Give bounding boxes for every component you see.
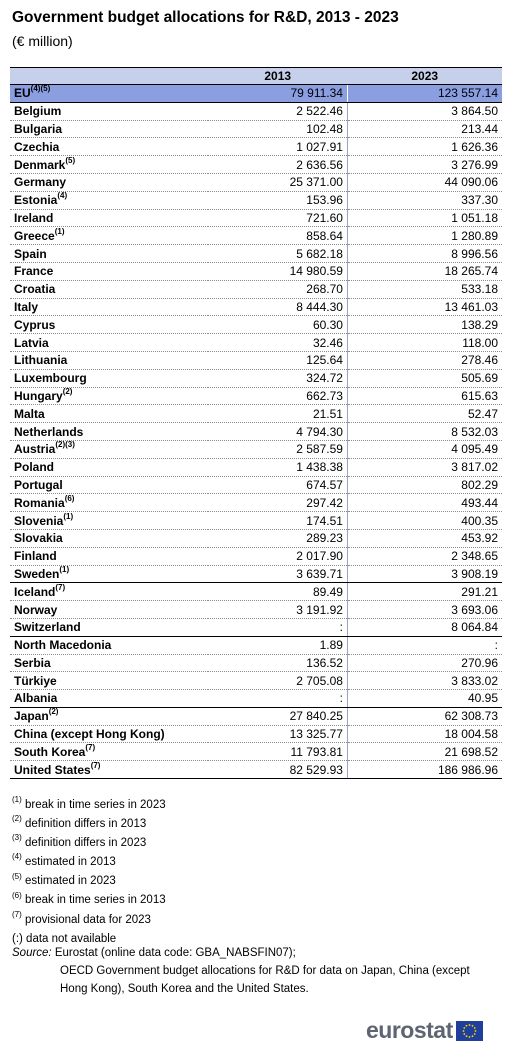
table-row [10,618,502,636]
table-row [10,601,502,619]
value-2013: 2 705.08 [208,672,347,690]
table-row [10,636,502,654]
value-2013: 297.42 [208,494,347,512]
footnote-text: estimated in 2023 [24,875,116,888]
country-name [10,245,208,263]
table-row [10,761,502,779]
value-2013: 5 682.18 [208,245,347,263]
value-2023: 8 532.03 [347,423,502,441]
value-2013: 27 840.25 [208,707,347,725]
table-row [10,298,502,316]
table-row [10,725,502,743]
country-name [10,298,208,316]
value-2023: 493.44 [347,494,502,512]
country-name [10,725,208,743]
value-2023: 533.18 [347,280,502,298]
value-2023: 118.00 [347,334,502,352]
value-2023: 615.63 [347,387,502,405]
country-name [10,138,208,156]
value-2013: 2 587.59 [208,440,347,458]
value-2013: 60.30 [208,316,347,334]
table-body [10,85,502,779]
table-row [10,138,502,156]
source-line-2: OECD Government budget allocations for R&D for data on Japan, China (except Hong Kong), South Korea and the United States. [60,965,470,995]
footnote-number: (2) [12,814,22,824]
value-2013: 136.52 [208,654,347,672]
country-label: United States [14,762,91,777]
flag-star [471,1024,473,1026]
country-name [10,512,208,530]
value-2023: 3 864.50 [347,102,502,120]
table-row [10,529,502,547]
country-name [10,458,208,476]
header-country [10,68,208,85]
value-2013: 82 529.93 [208,761,347,779]
country-name [10,120,208,138]
footnote-marker: (2)(3) [55,440,75,450]
footnote-text: definition differs in 2013 [24,818,147,831]
value-2023: 802.29 [347,476,502,494]
table-row [10,423,502,441]
value-2023: 2 348.65 [347,547,502,565]
flag-star [474,1033,476,1035]
value-2013: : [208,690,347,708]
country-label: Switzerland [14,620,81,635]
country-name [10,618,208,636]
table-row [10,156,502,174]
country-name [10,707,208,725]
table-row [10,369,502,387]
value-2013: 721.60 [208,209,347,227]
table-row [10,227,502,245]
value-2013: 125.64 [208,351,347,369]
table-row [10,191,502,209]
flag-star [474,1027,476,1029]
flag-star [465,1035,467,1037]
country-name [10,494,208,512]
value-2013: 25 371.00 [208,173,347,191]
value-2023: 8 064.84 [347,618,502,636]
country-label: Italy [14,299,39,314]
value-2023: 213.44 [347,120,502,138]
footnote-item [12,891,166,910]
table-header-row [10,68,502,85]
table-row [10,262,502,280]
data-table [10,67,502,779]
value-2023: 62 308.73 [347,707,502,725]
country-name [10,316,208,334]
footnote-item [12,911,166,930]
table-row [10,280,502,298]
value-2013: 858.64 [208,227,347,245]
value-2023: 8 996.56 [347,245,502,263]
table-row [10,690,502,708]
value-2013: 3 639.71 [208,565,347,583]
country-name [10,209,208,227]
country-label: Bulgaria [14,121,63,136]
value-2023: 1 626.36 [347,138,502,156]
country-name [10,387,208,405]
table-row [10,494,502,512]
footnote-marker: (7) [85,742,96,752]
country-name [10,440,208,458]
country-label: Finland [14,549,57,564]
country-label: Slovenia [14,513,64,528]
table-row [10,565,502,583]
footnote-marker: (1) [54,226,65,236]
value-2023: 3 908.19 [347,565,502,583]
source-block [12,944,482,998]
country-name [10,173,208,191]
country-label: France [14,264,54,279]
country-name [10,761,208,779]
country-label: Estonia [14,193,58,208]
table-row [10,120,502,138]
country-name [10,476,208,494]
value-2023: 123 557.14 [347,85,502,103]
value-2013: 32.46 [208,334,347,352]
value-2013: 2 636.56 [208,156,347,174]
value-2023: 4 095.49 [347,440,502,458]
footnote-text: (:) data not available [12,932,117,945]
footnote-marker: (6) [64,493,75,503]
country-label: Malta [14,406,45,421]
country-name [10,405,208,423]
country-name [10,369,208,387]
value-2023: 44 090.06 [347,173,502,191]
country-label: Germany [14,175,67,190]
flag-star [468,1036,470,1038]
footnote-number: (5) [12,871,22,881]
table-row [10,387,502,405]
value-2013: 1 438.38 [208,458,347,476]
footnote-item [12,796,166,815]
country-name [10,102,208,120]
country-name [10,601,208,619]
country-name [10,280,208,298]
header-2013: 2013 [208,68,347,85]
country-name [10,583,208,601]
country-label: Hungary [14,388,63,403]
value-2013: 13 325.77 [208,725,347,743]
country-name [10,85,208,103]
country-name [10,565,208,583]
footnotes [12,796,166,949]
flag-star [463,1033,465,1035]
country-name [10,529,208,547]
value-2013: 14 980.59 [208,262,347,280]
country-name [10,654,208,672]
table-row [10,458,502,476]
country-label: Sweden [14,566,60,581]
value-2023: 400.35 [347,512,502,530]
country-name [10,262,208,280]
country-label: Romania [14,495,65,510]
flag-star [474,1030,476,1032]
footnote-marker: (2) [62,386,73,396]
table-row [10,672,502,690]
country-label: Poland [14,460,55,475]
value-2023: 278.46 [347,351,502,369]
value-2023: 1 280.89 [347,227,502,245]
value-2023: 18 265.74 [347,262,502,280]
value-2013: 268.70 [208,280,347,298]
country-label: Czechia [14,139,60,154]
value-2023: 52.47 [347,405,502,423]
value-2023: 13 461.03 [347,298,502,316]
source-line-1: Eurostat (online data code: GBA_NABSFIN07); [54,947,296,959]
value-2023: 138.29 [347,316,502,334]
flag-star [468,1024,470,1026]
country-label: Slovakia [14,531,63,546]
value-2023: 40.95 [347,690,502,708]
value-2023: 18 004.58 [347,725,502,743]
value-2023: 1 051.18 [347,209,502,227]
value-2023: 186 986.96 [347,761,502,779]
value-2013: 153.96 [208,191,347,209]
table-row-eu [10,85,502,103]
country-name [10,743,208,761]
country-label: Cyprus [14,317,56,332]
table-row [10,707,502,725]
flag-background [456,1021,483,1041]
table-row [10,476,502,494]
value-2013: 102.48 [208,120,347,138]
country-label: Lithuania [14,353,68,368]
footnote-text: provisional data for 2023 [24,913,151,926]
value-2023: 505.69 [347,369,502,387]
value-2023: 3 276.99 [347,156,502,174]
country-label: South Korea [14,744,86,759]
value-2013: 289.23 [208,529,347,547]
footnote-number: (7) [12,909,22,919]
table-row [10,654,502,672]
value-2013: 4 794.30 [208,423,347,441]
value-2013: 1 027.91 [208,138,347,156]
flag-star [465,1024,467,1026]
country-name [10,227,208,245]
footnote-text: definition differs in 2023 [24,837,147,850]
footnote-marker: (2) [48,707,59,717]
value-2013: : [208,618,347,636]
table-row [10,173,502,191]
footnote-text: estimated in 2013 [24,856,116,869]
footnote-item [12,834,166,853]
table-row [10,334,502,352]
eurostat-logo [366,1017,483,1044]
country-label: North Macedonia [14,638,112,653]
value-2013: 662.73 [208,387,347,405]
country-label: Serbia [14,655,51,670]
country-label: Iceland [14,584,56,599]
country-name [10,423,208,441]
country-label: Portugal [14,477,63,492]
country-label: Denmark [14,157,66,172]
source-label: Source: [12,947,52,959]
country-name [10,191,208,209]
footnote-marker: (7) [55,582,66,592]
chart-subtitle: (€ million) [12,33,73,49]
country-label: Greece [14,228,55,243]
value-2013: 674.57 [208,476,347,494]
table-row [10,743,502,761]
flag-star [471,1035,473,1037]
country-label: Ireland [14,210,54,225]
table-row [10,351,502,369]
value-2023: : [347,636,502,654]
footnote-number: (4) [12,852,22,862]
table-row [10,440,502,458]
table-row [10,405,502,423]
chart-title: Government budget allocations for R&D, 2013 - 2023 [12,9,399,26]
value-2013: 79 911.34 [208,85,347,103]
value-2023: 337.30 [347,191,502,209]
flag-star [463,1027,465,1029]
flag-star [462,1030,464,1032]
footnote-marker: (4)(5) [30,84,51,94]
country-label: Türkiye [14,673,57,688]
country-name [10,334,208,352]
footnote-marker: (7) [90,760,101,770]
table-row [10,512,502,530]
value-2023: 453.92 [347,529,502,547]
footnote-marker: (1) [63,511,74,521]
value-2023: 291.21 [347,583,502,601]
value-2023: 3 833.02 [347,672,502,690]
country-label: Austria [14,442,56,457]
value-2023: 3 693.06 [347,601,502,619]
country-label: Japan [14,709,49,724]
footnote-number: (3) [12,833,22,843]
footnote-number: (1) [12,795,22,805]
country-label: Croatia [14,282,56,297]
table-row [10,547,502,565]
value-2013: 8 444.30 [208,298,347,316]
table-row [10,583,502,601]
value-2013: 2 522.46 [208,102,347,120]
footnote-number: (6) [12,890,22,900]
footnote-item [12,853,166,872]
table-row [10,245,502,263]
value-2013: 21.51 [208,405,347,423]
logo-text: eurostat [366,1017,453,1043]
country-label: EU [14,86,31,101]
country-name [10,547,208,565]
footnote-item [12,815,166,834]
value-2013: 324.72 [208,369,347,387]
country-name [10,156,208,174]
country-name [10,672,208,690]
table-row [10,209,502,227]
value-2023: 21 698.52 [347,743,502,761]
eu-flag-icon [456,1021,483,1041]
table-row [10,316,502,334]
country-label: Netherlands [14,424,84,439]
country-label: Spain [14,246,47,261]
value-2013: 3 191.92 [208,601,347,619]
country-name [10,636,208,654]
footnote-marker: (4) [57,191,68,201]
country-name [10,690,208,708]
value-2013: 2 017.90 [208,547,347,565]
footnote-item [12,872,166,891]
country-label: Norway [14,602,58,617]
footnote-marker: (5) [65,155,76,165]
country-label: Luxembourg [14,371,87,386]
country-label: Albania [14,691,58,706]
value-2023: 270.96 [347,654,502,672]
footnote-text: break in time series in 2013 [24,894,166,907]
value-2023: 3 817.02 [347,458,502,476]
value-2013: 89.49 [208,583,347,601]
value-2013: 11 793.81 [208,743,347,761]
value-2013: 1.89 [208,636,347,654]
footnote-text: break in time series in 2023 [24,799,166,811]
footnote-marker: (1) [59,564,70,574]
header-2023: 2023 [347,68,502,85]
country-name [10,351,208,369]
country-label: Latvia [14,335,49,350]
table-row [10,102,502,120]
value-2013: 174.51 [208,512,347,530]
country-label: Belgium [14,104,62,119]
country-label: China (except Hong Kong) [14,727,165,742]
